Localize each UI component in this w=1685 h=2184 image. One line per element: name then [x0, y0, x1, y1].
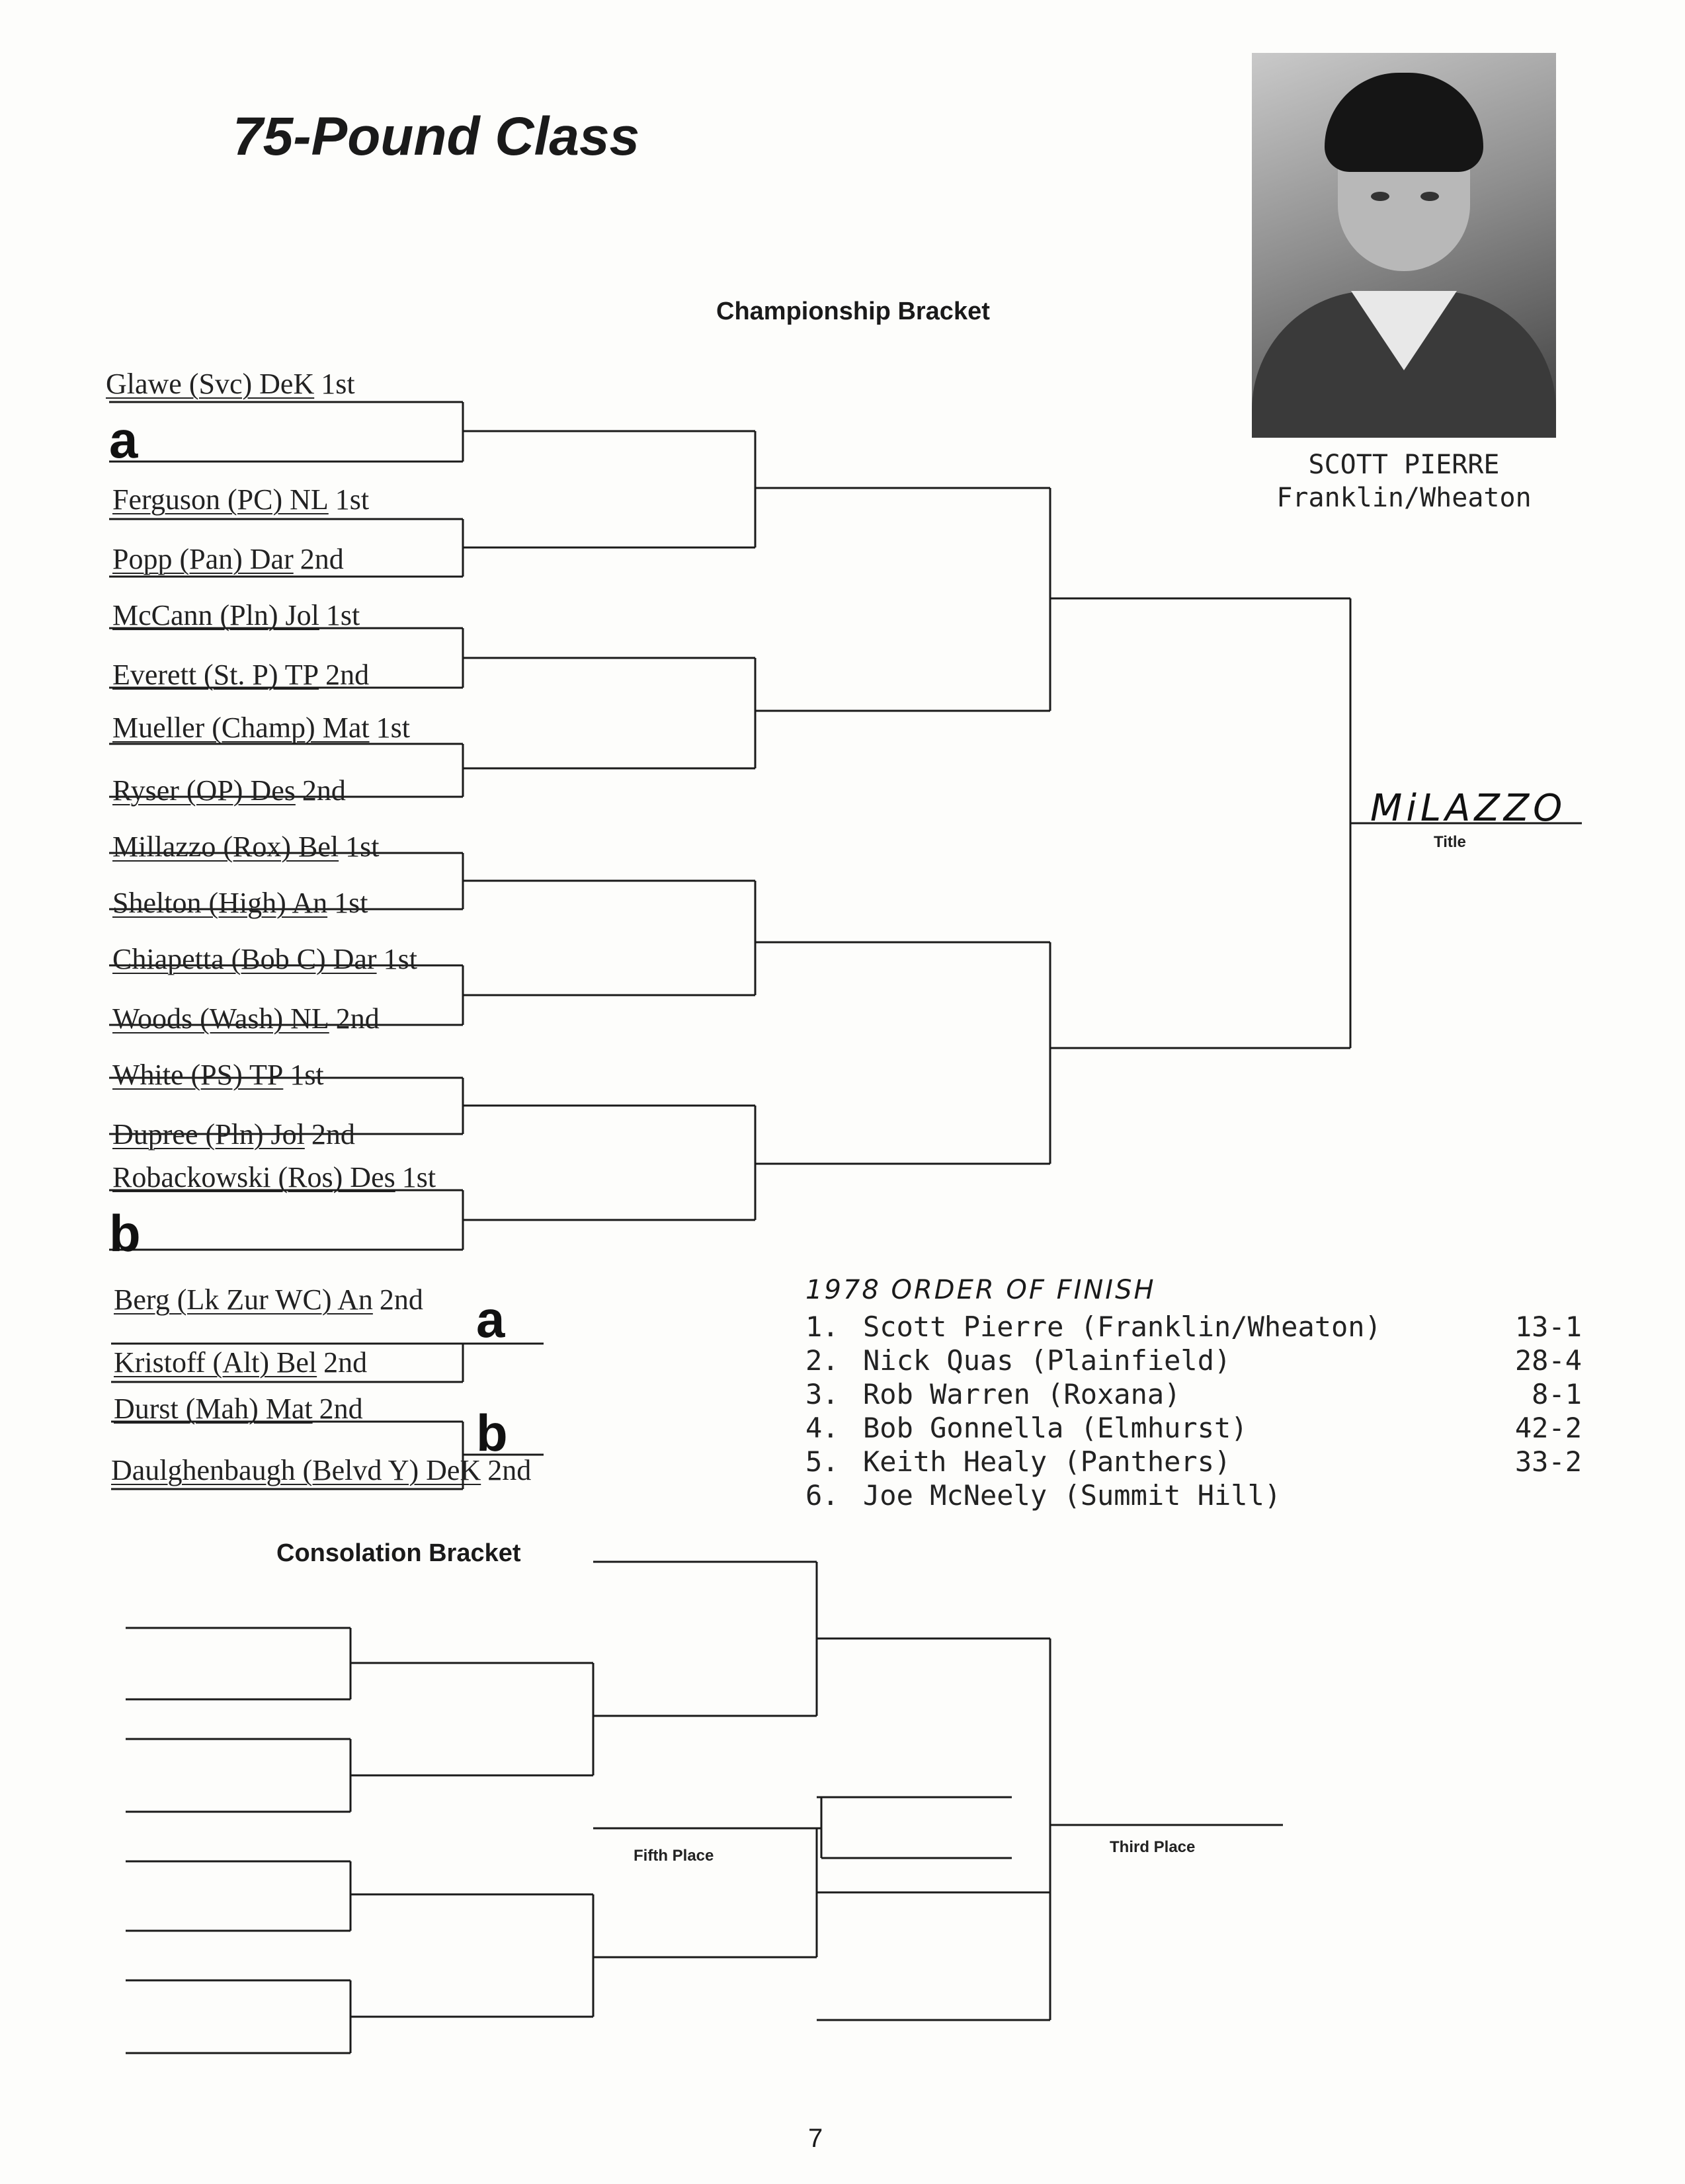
finish-rank: 5.	[805, 1445, 839, 1478]
entry-line	[112, 774, 346, 807]
prelim-pool-label-a: a	[476, 1290, 505, 1348]
entry-name: Glawe (Svc) DeK	[106, 368, 315, 400]
photo-caption-name: SCOTT PIERRE	[1308, 450, 1500, 480]
finish-name: Joe McNeely (Summit Hill)	[863, 1479, 1282, 1512]
prelim-entry-name: Daulghenbaugh (Belvd Y) DeK	[111, 1454, 481, 1486]
entry-line	[106, 367, 355, 401]
finish-name: Rob Warren (Roxana)	[863, 1378, 1181, 1410]
entry-line	[112, 1002, 380, 1035]
entry-seed: 2nd	[302, 774, 346, 807]
entry-seed: 1st	[325, 599, 360, 631]
title-winner: MiLAZZO	[1370, 787, 1567, 830]
finish-rank: 3.	[805, 1378, 839, 1410]
prelim-entry-line	[114, 1283, 423, 1316]
finish-rank: 4.	[805, 1412, 839, 1444]
prelim-entry-seed: 2nd	[323, 1346, 368, 1379]
finish-name: Bob Gonnella (Elmhurst)	[863, 1412, 1248, 1444]
finish-name: Scott Pierre (Franklin/Wheaton)	[863, 1311, 1381, 1343]
entry-seed: 1st	[376, 711, 410, 744]
prelim-entry-seed: 2nd	[487, 1454, 532, 1486]
finish-name: Keith Healy (Panthers)	[863, 1445, 1231, 1478]
championship-bracket-label: Championship Bracket	[716, 298, 990, 325]
entry-seed: 1st	[335, 483, 370, 516]
finish-record: 42-2	[1514, 1412, 1582, 1444]
page-number: 7	[808, 2124, 823, 2153]
entry-seed: 2nd	[311, 1118, 355, 1151]
entry-seed: 1st	[321, 368, 355, 400]
pool-label-a: a	[109, 411, 138, 469]
finish-rank: 2.	[805, 1344, 839, 1377]
entry-name: White (PS) TP	[112, 1059, 284, 1091]
page-title: 75-Pound Class	[233, 106, 640, 167]
pool-label-b: b	[109, 1204, 141, 1262]
fifth-place-label: Fifth Place	[634, 1847, 714, 1865]
entry-line	[112, 1058, 324, 1092]
entry-name: Ferguson (PC) NL	[112, 483, 329, 516]
prelim-entry-name: Berg (Lk Zur WC) An	[114, 1283, 373, 1316]
entry-seed: 1st	[345, 830, 380, 863]
prelim-entry-line	[111, 1453, 531, 1487]
finish-record: 33-2	[1514, 1445, 1582, 1478]
entry-seed: 1st	[290, 1059, 324, 1091]
entry-name: McCann (Pln) Jol	[112, 599, 319, 631]
entry-line	[112, 598, 360, 632]
entry-name: Millazzo (Rox) Bel	[112, 830, 339, 863]
entry-name: Chiapetta (Bob C) Dar	[112, 943, 377, 975]
third-place-label: Third Place	[1110, 1838, 1196, 1856]
order-of-finish-heading: 1978 ORDER OF FINISH	[805, 1275, 1156, 1305]
consolation-bracket-label: Consolation Bracket	[276, 1539, 521, 1567]
prelim-entry-name: Kristoff (Alt) Bel	[114, 1346, 317, 1379]
prelim-pool-label-b: b	[476, 1404, 508, 1462]
prelim-entry-line	[114, 1346, 367, 1379]
entry-name: Woods (Wash) NL	[112, 1002, 329, 1035]
entry-name: Mueller (Champ) Mat	[112, 711, 370, 744]
prelim-entry-name: Durst (Mah) Mat	[114, 1393, 313, 1425]
entry-line	[112, 483, 369, 516]
wrestler-photo	[1252, 53, 1556, 438]
entry-seed: 2nd	[335, 1002, 380, 1035]
entry-line	[112, 542, 344, 576]
entry-name: Robackowski (Ros) Des	[112, 1161, 395, 1193]
prelim-entry-seed: 2nd	[319, 1393, 363, 1425]
entry-seed: 1st	[401, 1161, 436, 1193]
prelim-entry-line	[114, 1392, 363, 1426]
finish-rank: 1.	[805, 1311, 839, 1343]
entry-seed: 2nd	[300, 543, 344, 575]
entry-seed: 2nd	[325, 659, 370, 691]
entry-name: Dupree (Pln) Jol	[112, 1118, 305, 1151]
photo-caption-school: Franklin/Wheaton	[1276, 483, 1532, 513]
entry-name: Popp (Pan) Dar	[112, 543, 294, 575]
finish-name: Nick Quas (Plainfield)	[863, 1344, 1231, 1377]
entry-line	[112, 1117, 355, 1151]
entry-line	[112, 942, 417, 976]
finish-record: 8-1	[1532, 1378, 1582, 1410]
entry-seed: 1st	[383, 943, 417, 975]
entry-line	[112, 886, 368, 920]
entry-name: Shelton (High) An	[112, 887, 328, 919]
prelim-entry-seed: 2nd	[379, 1283, 423, 1316]
entry-line	[112, 711, 410, 745]
entry-line	[112, 658, 369, 692]
entry-name: Ryser (OP) Des	[112, 774, 296, 807]
entry-name: Everett (St. P) TP	[112, 659, 319, 691]
finish-rank: 6.	[805, 1479, 839, 1512]
entry-seed: 1st	[334, 887, 368, 919]
entry-line	[112, 830, 380, 864]
finish-record: 28-4	[1514, 1344, 1582, 1377]
title-label: Title	[1434, 833, 1466, 851]
entry-line	[112, 1160, 436, 1194]
finish-record: 13-1	[1514, 1311, 1582, 1343]
